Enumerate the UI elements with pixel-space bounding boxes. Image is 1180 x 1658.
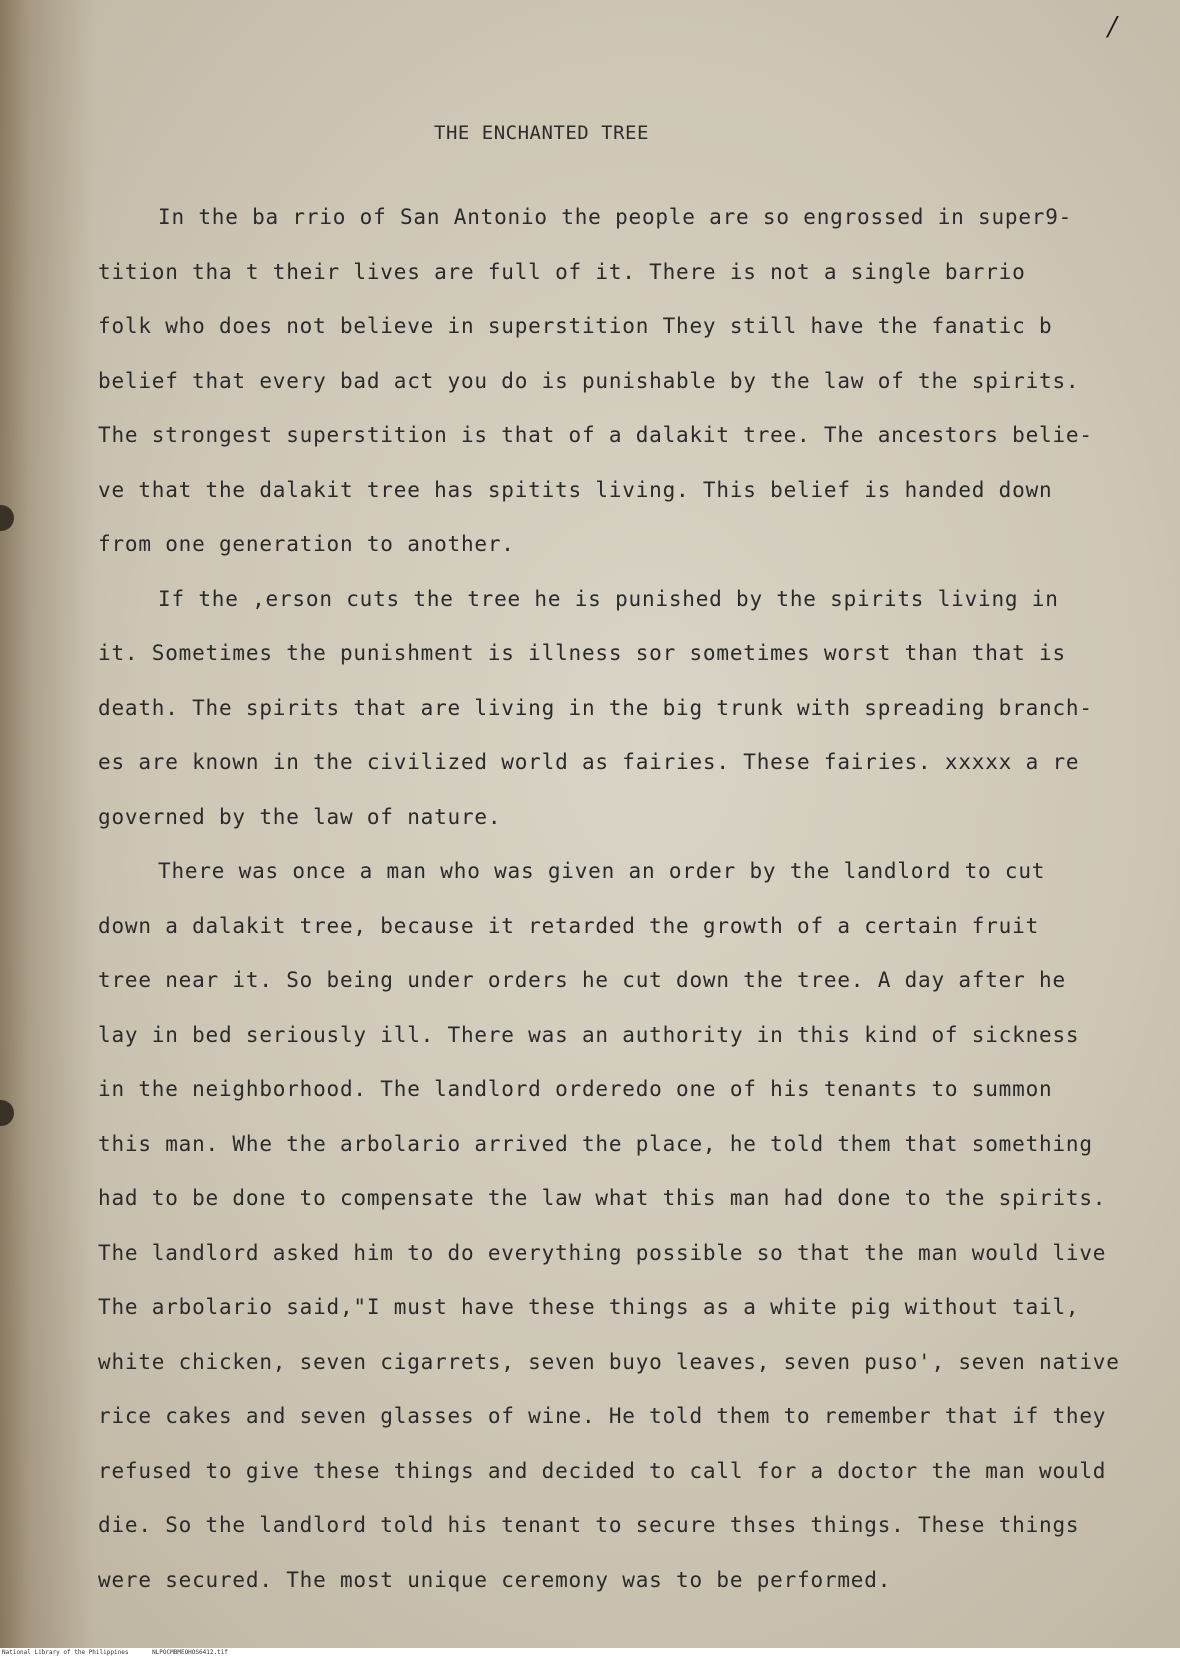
text-line: from one generation to another. bbox=[98, 532, 515, 556]
page-number: / bbox=[1108, 12, 1117, 42]
text-line: lay in bed seriously ill. There was an authority in this kind of sickness bbox=[98, 1022, 1080, 1047]
text-line: death. The spirits that are living in the big trunk with spreading branch- bbox=[98, 695, 1093, 720]
text-line: The arbolario said,"I must have these things as a white pig without tail, bbox=[98, 1295, 1080, 1319]
document-title: THE ENCHANTED TREE bbox=[434, 122, 649, 144]
binding-hole bbox=[0, 505, 14, 531]
text-line: governed by the law of nature. bbox=[98, 804, 502, 829]
text-line: were secured. The most unique ceremony was to be performed. bbox=[98, 1567, 892, 1592]
text-line: down a dalakit tree, because it retarded the growth of a certain fruit bbox=[98, 913, 1040, 938]
footer-library: National Library of the Philippines bbox=[2, 1649, 129, 1656]
document-body bbox=[98, 190, 1138, 1607]
text-line: tree near it. So being under orders he cut down the tree. A day after he bbox=[98, 968, 1066, 992]
text-line: ve that the dalakit tree has spitits living. This belief is handed down bbox=[98, 477, 1053, 502]
text-line: in the neighborhood. The landlord orderedo one of his tenants to summon bbox=[98, 1077, 1053, 1101]
text-line: In the ba rrio of San Antonio the people are so engrossed in super9- bbox=[158, 205, 1073, 229]
text-line: this man. Whe the arbolario arrived the place, he told them that something bbox=[98, 1131, 1093, 1156]
text-line: folk who does not believe in superstition They still have the fanatic b bbox=[98, 314, 1053, 338]
text-line: white chicken, seven cigarrets, seven buyo leaves, seven puso', seven native bbox=[98, 1349, 1120, 1374]
text-line: rice cakes and seven glasses of wine. He told them to remember that if they bbox=[98, 1404, 1107, 1428]
text-line: die. So the landlord told his tenant to secure thses things. These things bbox=[98, 1513, 1080, 1537]
text-line: refused to give these things and decided to call for a doctor the man would bbox=[98, 1458, 1107, 1483]
text-line: it. Sometimes the punishment is illness sor sometimes worst than that is bbox=[98, 641, 1066, 665]
text-line: es are known in the civilized world as fairies. These fairies. xxxxx a re bbox=[98, 750, 1080, 774]
footer-file-id: NLPOCMBMEOHOS6412.tif bbox=[152, 1649, 228, 1656]
text-line: There was once a man who was given an order by the landlord to cut bbox=[158, 859, 1046, 883]
text-line: tition tha t their lives are full of it. There is not a single barrio bbox=[98, 259, 1026, 284]
text-line: If the ,erson cuts the tree he is punished by the spirits living in bbox=[158, 586, 1059, 611]
text-line: had to be done to compensate the law what this man had done to the spirits. bbox=[98, 1186, 1107, 1210]
text-line: The strongest superstition is that of a dalakit tree. The ancestors belie- bbox=[98, 423, 1093, 447]
text-line: The landlord asked him to do everything possible so that the man would live bbox=[98, 1240, 1107, 1265]
binding-hole bbox=[0, 1100, 14, 1126]
text-line: belief that every bad act you do is punishable by the law of the spirits. bbox=[98, 368, 1080, 393]
scan-footer bbox=[0, 1648, 1180, 1658]
